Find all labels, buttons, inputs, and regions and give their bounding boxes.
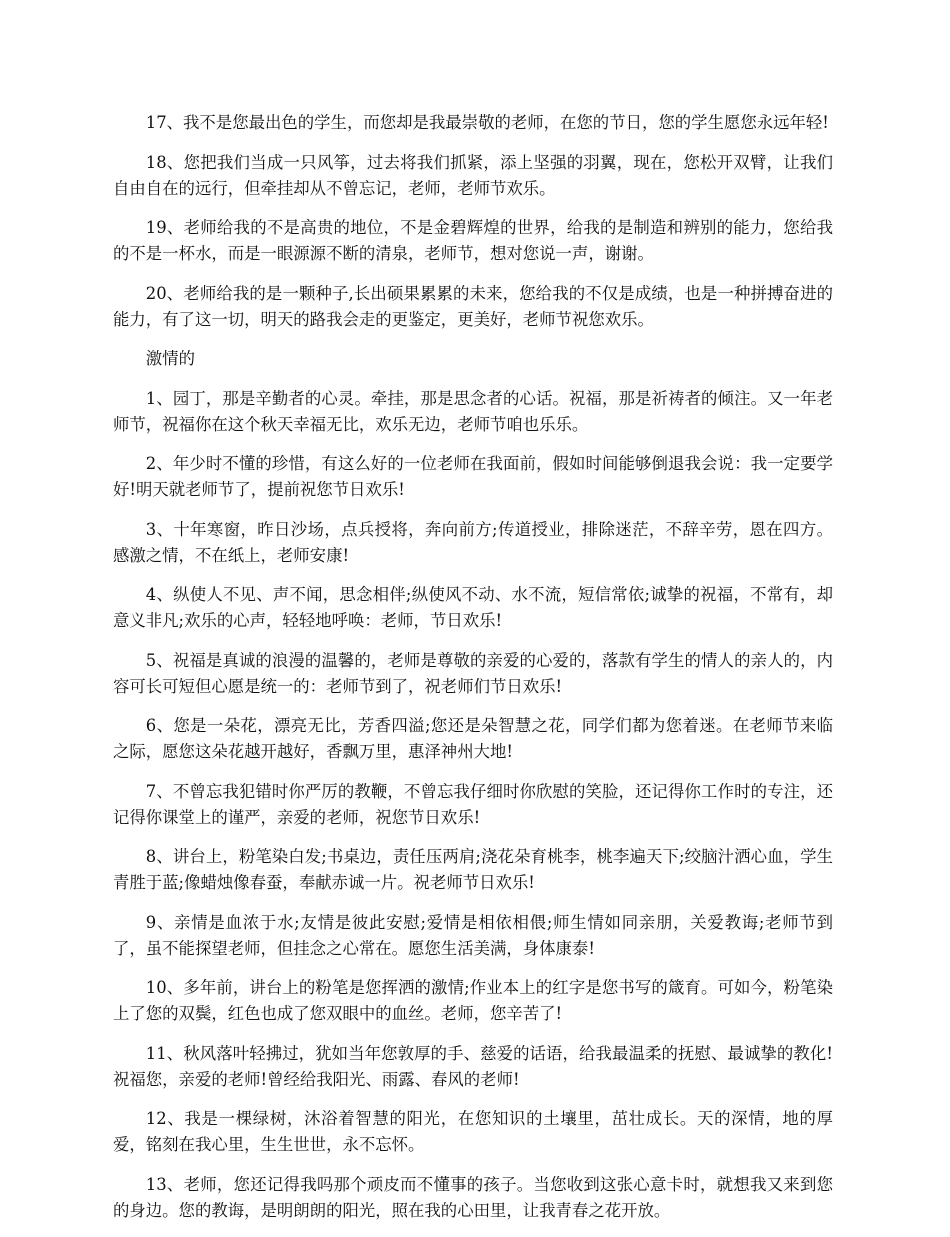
paragraph-6: 6、您是一朵花，漂亮无比，芳香四溢;您还是朵智慧之花，同学们都为您着迷。在老师节来临之际，愿您这朵花越开越好，香飘万里，惠泽神州大地! [113,716,833,761]
document-body [113,110,833,1237]
paragraph-17: 17、我不是您最出色的学生，而您却是我最崇敬的老师，在您的节日，您的学生愿您永远年轻! [145,113,829,132]
section-heading: 激情的 [145,349,195,368]
paragraph-1: 1、园丁，那是辛勤者的心灵。牵挂，那是思念者的心话。祝福，那是祈祷者的倾注。又一年老师节，祝福你在这个秋天幸福无比，欢乐无边，老师节咱也乐乐。 [113,388,833,434]
paragraph-18: 18、您把我们当成一只风筝，过去将我们抓紧，添上坚强的羽翼，现在，您松开双臂，让我们自由自在的远行，但牵挂却从不曾忘记，老师，老师节欢乐。 [113,152,833,198]
paragraph-9: 9、亲情是血浓于水;友情是彼此安慰;爱情是相依相偎;师生情如同亲朋，关爱教诲;老师节到了，虽不能探望老师，但挂念之心常在。愿您生活美满，身体康泰! [113,912,833,958]
paragraph-13: 13、老师，您还记得我吗那个顽皮而不懂事的孩子。当您收到这张心意卡时，就想我又来到您的身边。您的教诲，是明朗朗的阳光，照在我的心田里，让我青春之花开放。 [113,1174,833,1220]
paragraph-3: 3、十年寒窗，昨日沙场，点兵授将，奔向前方;传道授业，排除迷茫，不辞辛劳，恩在四方。感激之情，不在纸上，老师安康! [113,519,833,565]
paragraph-10: 10、多年前，讲台上的粉笔是您挥洒的激情;作业本上的红字是您书写的箴育。可如今，粉笔染上了您的双鬓，红色也成了您双眼中的血丝。老师，您辛苦了! [113,978,833,1023]
paragraph-2: 2、年少时不懂的珍惜，有这么好的一位老师在我面前，假如时间能够倒退我会说：我一定要学好!明天就老师节了，提前祝您节日欢乐! [113,454,833,499]
paragraph-7: 7、不曾忘我犯错时你严厉的教鞭，不曾忘我仔细时你欣慰的笑脸，还记得你工作时的专注，还记得你课堂上的谨严，亲爱的老师，祝您节日欢乐! [113,781,833,827]
paragraph-20: 20、老师给我的是一颗种子,长出硕果累累的未来，您给我的不仅是成绩，也是一种拼搏奋进的能力，有了这一切，明天的路我会走的更鉴定，更美好，老师节祝您欢乐。 [113,283,833,329]
paragraph-8: 8、讲台上，粉笔染白发;书桌边，责任压两肩;浇花朵育桃李，桃李遍天下;绞脑汁洒心血，学生青胜于蓝;像蜡烛像春蚕，奉献赤诚一片。祝老师节日欢乐! [113,847,833,892]
paragraph-12: 12、我是一棵绿树，沐浴着智慧的阳光，在您知识的土壤里，茁壮成长。天的深情，地的厚爱，铭刻在我心里，生生世世，永不忘怀。 [113,1109,833,1154]
paragraph-5: 5、祝福是真诚的浪漫的温馨的，老师是尊敬的亲爱的心爱的，落款有学生的情人的亲人的，内容可长可短但心愿是统一的：老师节到了，祝老师们节日欢乐! [113,650,833,696]
paragraph-4: 4、纵使人不见、声不闻，思念相伴;纵使风不动、水不流，短信常依;诚挚的祝福，不常有，却意义非凡;欢乐的心声，轻轻地呼唤：老师，节日欢乐! [113,585,833,630]
paragraph-19: 19、老师给我的不是高贵的地位，不是金碧辉煌的世界，给我的是制造和辨别的能力，您给我的不是一杯水，而是一眼源源不断的清泉，老师节，想对您说一声，谢谢。 [113,218,833,263]
paragraph-11: 11、秋风落叶轻拂过，犹如当年您敦厚的手、慈爱的话语，给我最温柔的抚慰、最诚挚的教化!祝福您，亲爱的老师!曾经给我阳光、雨露、春风的老师! [113,1043,833,1089]
